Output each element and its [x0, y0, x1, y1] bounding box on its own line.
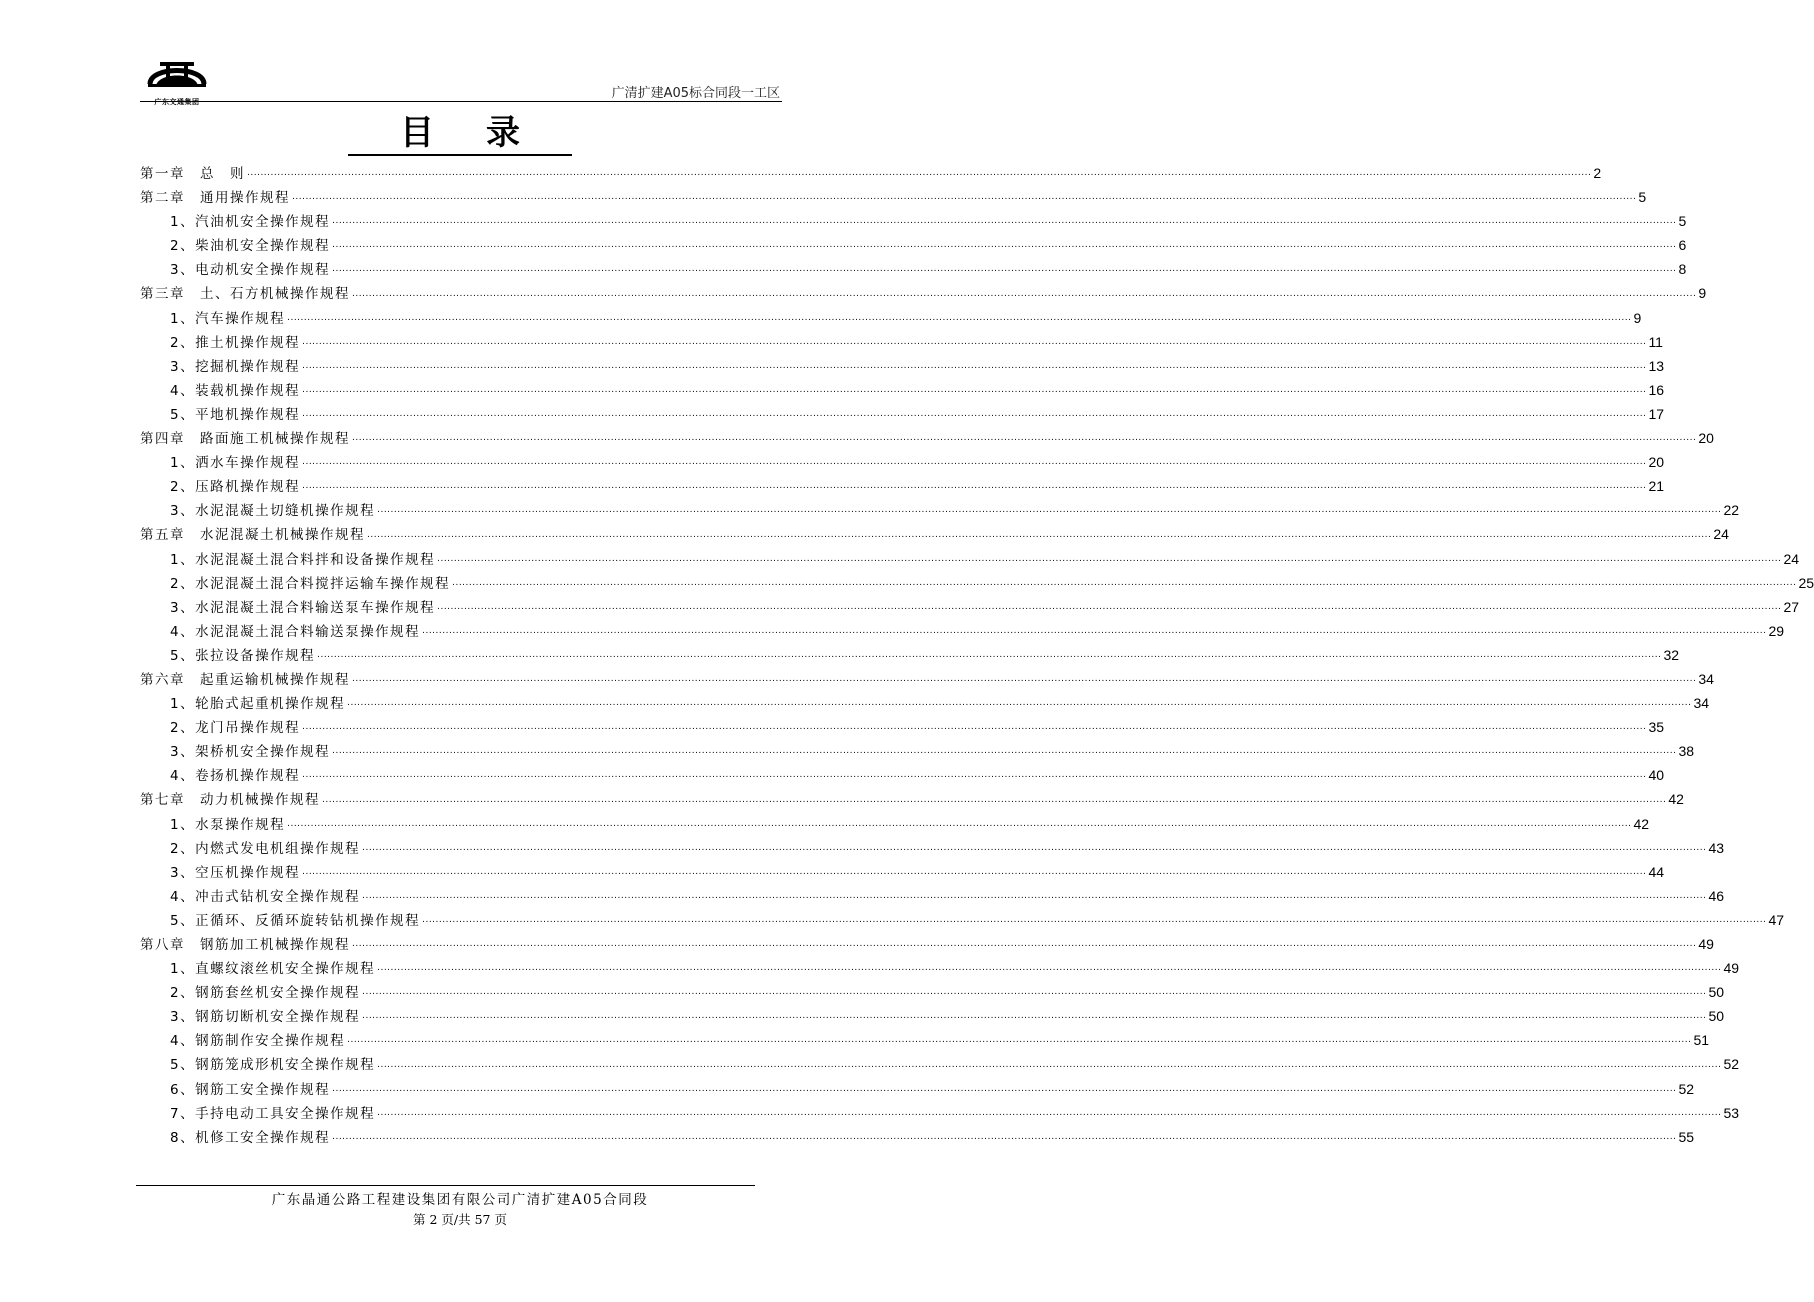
toc-entry-label: 5、平地机操作规程: [170, 406, 301, 423]
toc-entry-label: 4、装载机操作规程: [170, 382, 301, 399]
toc-entry-page: 2: [1593, 165, 1602, 181]
toc-section-entry[interactable]: [140, 1004, 1725, 1028]
toc-entry-label: 5、正循环、反循环旋转钻机操作规程: [170, 912, 421, 929]
toc-entry-page: 24: [1783, 550, 1800, 567]
toc-section-entry[interactable]: [140, 498, 1740, 522]
page-title: 目录: [348, 112, 572, 156]
toc-section-entry[interactable]: [140, 595, 1800, 619]
toc-entry-label: 2、压路机操作规程: [170, 479, 301, 496]
toc-entry-page: 46: [1708, 887, 1725, 904]
footer-page-number: 第 2 页/共 57 页: [413, 1212, 507, 1227]
toc-section-entry[interactable]: [140, 306, 1642, 330]
toc-section-entry[interactable]: [140, 233, 1687, 257]
toc-entry-label: 4、卷扬机操作规程: [170, 768, 301, 785]
toc-section-entry[interactable]: [140, 980, 1725, 1004]
toc-dot-leader: ................................................................................................................................................................................................................................................................................................................................................................................................................: [302, 384, 1647, 395]
toc-entry-page: 20: [1648, 454, 1665, 471]
toc-entry-page: 5: [1678, 213, 1687, 230]
toc-entry-label: 2、柴油机安全操作规程: [170, 238, 331, 255]
toc-entry-label: 5、张拉设备操作规程: [170, 647, 316, 664]
header-project-name: 广清扩建A05标合同段一工区: [611, 86, 780, 101]
toc-entry-page: 47: [1768, 911, 1785, 928]
toc-entry-page: 9: [1633, 309, 1642, 326]
toc-entry-label: 5、钢筋笼成形机安全操作规程: [170, 1057, 376, 1074]
toc-entry-page: 42: [1633, 815, 1650, 832]
toc-section-entry[interactable]: [140, 378, 1665, 402]
toc-dot-leader: ................................................................................................................................................................................................................................................................................................................................................................................................................: [332, 264, 1677, 275]
toc-dot-leader: ................................................................................................................................................................................................................................................................................................................................................................................................................: [302, 409, 1647, 420]
toc-entry-page: 35: [1648, 719, 1665, 736]
toc-dot-leader: ................................................................................................................................................................................................................................................................................................................................................................................................................: [287, 312, 1632, 323]
guangdong-transport-logo-icon: [146, 52, 208, 100]
toc-dot-leader: ................................................................................................................................................................................................................................................................................................................................................................................................................: [437, 553, 1782, 564]
toc-entry-page: 34: [1693, 695, 1710, 712]
toc-entry-page: 21: [1648, 478, 1665, 495]
toc-entry-label: 1、汽车操作规程: [170, 310, 286, 327]
toc-entry-label: 第八章 钢筋加工机械操作规程: [140, 937, 350, 953]
toc-entry-page: 40: [1648, 767, 1665, 784]
toc-dot-leader: ................................................................................................................................................................................................................................................................................................................................................................................................................: [352, 433, 1697, 444]
toc-entry-page: 38: [1678, 743, 1695, 760]
toc-entry-label: 1、轮胎式起重机操作规程: [170, 696, 346, 713]
toc-entry-page: 42: [1668, 791, 1684, 808]
toc-dot-leader: ................................................................................................................................................................................................................................................................................................................................................................................................................: [332, 1131, 1677, 1142]
toc-section-entry[interactable]: [140, 257, 1687, 281]
toc-entry-label: 2、龙门吊操作规程: [170, 720, 301, 737]
toc-section-entry[interactable]: [140, 354, 1665, 378]
toc-dot-leader: ................................................................................................................................................................................................................................................................................................................................................................................................................: [347, 698, 1692, 709]
toc-dot-leader: ................................................................................................................................................................................................................................................................................................................................................................................................................: [377, 505, 1722, 516]
toc-section-entry[interactable]: [140, 571, 1814, 595]
toc-entry-page: 52: [1678, 1080, 1695, 1097]
toc-entry-label: 3、水泥混凝土混合料输送泵车操作规程: [170, 599, 436, 616]
toc-entry-label: 1、水泵操作规程: [170, 816, 286, 833]
toc-section-entry[interactable]: [140, 643, 1680, 667]
toc-entry-page: 50: [1708, 1008, 1725, 1025]
toc-dot-leader: ................................................................................................................................................................................................................................................................................................................................................................................................................: [352, 939, 1697, 950]
toc-section-entry[interactable]: [140, 860, 1665, 884]
footer-company-name: 广东晶通公路工程建设集团有限公司广清扩建A05合同段: [271, 1192, 649, 1208]
toc-dot-leader: ................................................................................................................................................................................................................................................................................................................................................................................................................: [437, 601, 1782, 612]
toc-entry-page: 9: [1698, 285, 1707, 302]
toc-entry-page: 17: [1648, 405, 1665, 422]
toc-section-entry[interactable]: [140, 691, 1710, 715]
toc-section-entry[interactable]: [140, 884, 1725, 908]
toc-entry-label: 3、钢筋切断机安全操作规程: [170, 1009, 361, 1026]
header-divider: [140, 101, 782, 102]
toc-entry-label: 7、手持电动工具安全操作规程: [170, 1105, 376, 1122]
toc-entry-page: 49: [1723, 960, 1740, 977]
toc-entry-page: 51: [1693, 1032, 1710, 1049]
toc-dot-leader: ................................................................................................................................................................................................................................................................................................................................................................................................................: [362, 842, 1707, 853]
toc-entry-label: 3、水泥混凝土切缝机操作规程: [170, 503, 376, 520]
toc-section-entry[interactable]: [140, 956, 1740, 980]
toc-dot-leader: ................................................................................................................................................................................................................................................................................................................................................................................................................: [302, 866, 1647, 877]
toc-dot-leader: ................................................................................................................................................................................................................................................................................................................................................................................................................: [362, 890, 1707, 901]
toc-dot-leader: ................................................................................................................................................................................................................................................................................................................................................................................................................: [332, 240, 1677, 251]
toc-entry-label: 1、汽油机安全操作规程: [170, 214, 331, 231]
toc-entry-label: 2、内燃式发电机组操作规程: [170, 840, 361, 857]
toc-entry-page: 24: [1713, 526, 1729, 543]
toc-dot-leader: ................................................................................................................................................................................................................................................................................................................................................................................................................: [247, 168, 1592, 179]
footer-divider: [136, 1185, 755, 1186]
toc-dot-leader: ................................................................................................................................................................................................................................................................................................................................................................................................................: [302, 770, 1647, 781]
toc-entry-label: 3、电动机安全操作规程: [170, 262, 331, 279]
toc-dot-leader: ................................................................................................................................................................................................................................................................................................................................................................................................................: [352, 674, 1697, 685]
toc-entry-page: 25: [1798, 574, 1814, 591]
toc-dot-leader: ................................................................................................................................................................................................................................................................................................................................................................................................................: [332, 746, 1677, 757]
toc-dot-leader: ................................................................................................................................................................................................................................................................................................................................................................................................................: [302, 481, 1647, 492]
toc-section-entry[interactable]: [140, 1077, 1695, 1101]
toc-chapter-entry[interactable]: [140, 522, 1729, 546]
toc-chapter-entry[interactable]: [140, 281, 1707, 305]
toc-entry-page: 5: [1638, 189, 1647, 206]
toc-chapter-entry[interactable]: [140, 667, 1714, 691]
toc-dot-leader: ................................................................................................................................................................................................................................................................................................................................................................................................................: [332, 216, 1677, 227]
toc-dot-leader: ................................................................................................................................................................................................................................................................................................................................................................................................................: [317, 649, 1662, 660]
toc-entry-label: 第三章 土、石方机械操作规程: [140, 286, 350, 303]
toc-section-entry[interactable]: [140, 739, 1695, 763]
toc-entry-page: 11: [1648, 333, 1663, 350]
toc-entry-page: 20: [1698, 430, 1714, 447]
toc-section-entry[interactable]: [140, 715, 1665, 739]
toc-entry-page: 22: [1723, 502, 1740, 519]
toc-entry-label: 3、空压机操作规程: [170, 864, 301, 881]
toc-dot-leader: ................................................................................................................................................................................................................................................................................................................................................................................................................: [322, 794, 1667, 805]
toc-dot-leader: ................................................................................................................................................................................................................................................................................................................................................................................................................: [422, 915, 1767, 925]
toc-entry-page: 52: [1723, 1056, 1740, 1073]
toc-chapter-entry[interactable]: [140, 426, 1714, 450]
toc-entry-label: 第六章 起重运输机械操作规程: [140, 671, 350, 688]
toc-dot-leader: ................................................................................................................................................................................................................................................................................................................................................................................................................: [292, 192, 1637, 203]
toc-dot-leader: ................................................................................................................................................................................................................................................................................................................................................................................................................: [302, 336, 1647, 347]
toc-entry-page: 8: [1678, 261, 1687, 278]
toc-section-entry[interactable]: [140, 1028, 1710, 1052]
toc-chapter-entry[interactable]: [140, 161, 1602, 185]
toc-entry-label: 4、水泥混凝土混合料输送泵操作规程: [170, 623, 421, 640]
toc-entry-page: 6: [1678, 237, 1687, 254]
toc-entry-label: 1、水泥混凝土混合料拌和设备操作规程: [170, 551, 436, 568]
toc-dot-leader: ................................................................................................................................................................................................................................................................................................................................................................................................................: [452, 577, 1797, 588]
company-logo: [146, 52, 208, 106]
toc-entry-page: 44: [1648, 863, 1665, 880]
table-of-contents: [140, 161, 1814, 1149]
toc-section-entry[interactable]: [140, 1101, 1740, 1125]
toc-section-entry[interactable]: [140, 402, 1665, 426]
toc-section-entry[interactable]: [140, 450, 1665, 474]
logo-caption: 广东交通集团: [154, 98, 200, 106]
toc-entry-label: 第五章 水泥混凝土机械操作规程: [140, 527, 365, 544]
toc-entry-label: 8、机修工安全操作规程: [170, 1129, 331, 1146]
toc-entry-page: 49: [1698, 936, 1714, 952]
toc-entry-label: 3、挖掘机操作规程: [170, 358, 301, 375]
toc-dot-leader: ................................................................................................................................................................................................................................................................................................................................................................................................................: [377, 963, 1722, 974]
toc-dot-leader: ................................................................................................................................................................................................................................................................................................................................................................................................................: [302, 360, 1647, 371]
toc-dot-leader: ................................................................................................................................................................................................................................................................................................................................................................................................................: [377, 1107, 1722, 1118]
toc-section-entry[interactable]: [140, 836, 1725, 860]
toc-entry-page: 55: [1678, 1128, 1695, 1145]
toc-section-entry[interactable]: [140, 1125, 1695, 1149]
toc-entry-label: 第二章 通用操作规程: [140, 190, 290, 207]
toc-section-entry[interactable]: [140, 474, 1665, 498]
toc-chapter-entry[interactable]: [140, 185, 1647, 209]
toc-section-entry[interactable]: [140, 763, 1665, 787]
toc-entry-page: 27: [1783, 598, 1800, 615]
toc-entry-label: 4、冲击式钻机安全操作规程: [170, 888, 361, 905]
toc-dot-leader: ................................................................................................................................................................................................................................................................................................................................................................................................................: [332, 1083, 1677, 1094]
toc-section-entry[interactable]: [140, 1052, 1740, 1076]
toc-section-entry[interactable]: [140, 547, 1800, 571]
page-title-wrapper: [0, 112, 920, 156]
toc-section-entry[interactable]: [140, 209, 1687, 233]
toc-dot-leader: ................................................................................................................................................................................................................................................................................................................................................................................................................: [347, 1035, 1692, 1046]
toc-entry-page: 34: [1698, 670, 1714, 687]
toc-entry-page: 43: [1708, 839, 1725, 856]
toc-dot-leader: ................................................................................................................................................................................................................................................................................................................................................................................................................: [302, 457, 1647, 468]
toc-entry-page: 32: [1663, 646, 1680, 663]
toc-entry-label: 6、钢筋工安全操作规程: [170, 1081, 331, 1098]
toc-section-entry[interactable]: [140, 908, 1785, 932]
toc-chapter-entry[interactable]: [140, 932, 1714, 956]
toc-section-entry[interactable]: [140, 330, 1663, 354]
toc-dot-leader: ................................................................................................................................................................................................................................................................................................................................................................................................................: [377, 1059, 1722, 1070]
toc-dot-leader: ................................................................................................................................................................................................................................................................................................................................................................................................................: [362, 987, 1707, 998]
toc-dot-leader: ................................................................................................................................................................................................................................................................................................................................................................................................................: [352, 288, 1697, 299]
toc-chapter-entry[interactable]: [140, 787, 1684, 811]
toc-entry-label: 2、推土机操作规程: [170, 334, 301, 351]
toc-entry-label: 1、直螺纹滚丝机安全操作规程: [170, 961, 376, 978]
toc-entry-page: 16: [1648, 381, 1665, 398]
toc-entry-page: 13: [1648, 357, 1665, 374]
toc-dot-leader: ................................................................................................................................................................................................................................................................................................................................................................................................................: [287, 818, 1632, 829]
toc-dot-leader: ................................................................................................................................................................................................................................................................................................................................................................................................................: [422, 625, 1767, 636]
toc-entry-label: 2、水泥混凝土混合料搅拌运输车操作规程: [170, 575, 451, 592]
toc-dot-leader: ................................................................................................................................................................................................................................................................................................................................................................................................................: [302, 722, 1647, 733]
toc-entry-label: 2、钢筋套丝机安全操作规程: [170, 985, 361, 1002]
toc-entry-label: 3、架桥机安全操作规程: [170, 744, 331, 761]
toc-section-entry[interactable]: [140, 619, 1785, 643]
toc-entry-label: 4、钢筋制作安全操作规程: [170, 1033, 346, 1050]
toc-entry-label: 第四章 路面施工机械操作规程: [140, 431, 350, 448]
toc-dot-leader: ................................................................................................................................................................................................................................................................................................................................................................................................................: [367, 529, 1712, 540]
toc-entry-page: 50: [1708, 984, 1725, 1001]
toc-entry-page: 53: [1723, 1104, 1740, 1121]
toc-section-entry[interactable]: [140, 812, 1650, 836]
toc-dot-leader: ................................................................................................................................................................................................................................................................................................................................................................................................................: [362, 1011, 1707, 1022]
toc-entry-label: 第七章 动力机械操作规程: [140, 792, 320, 809]
toc-entry-page: 29: [1768, 622, 1785, 639]
toc-entry-label: 1、洒水车操作规程: [170, 455, 301, 472]
toc-entry-label: 第一章 总 则: [140, 166, 245, 182]
